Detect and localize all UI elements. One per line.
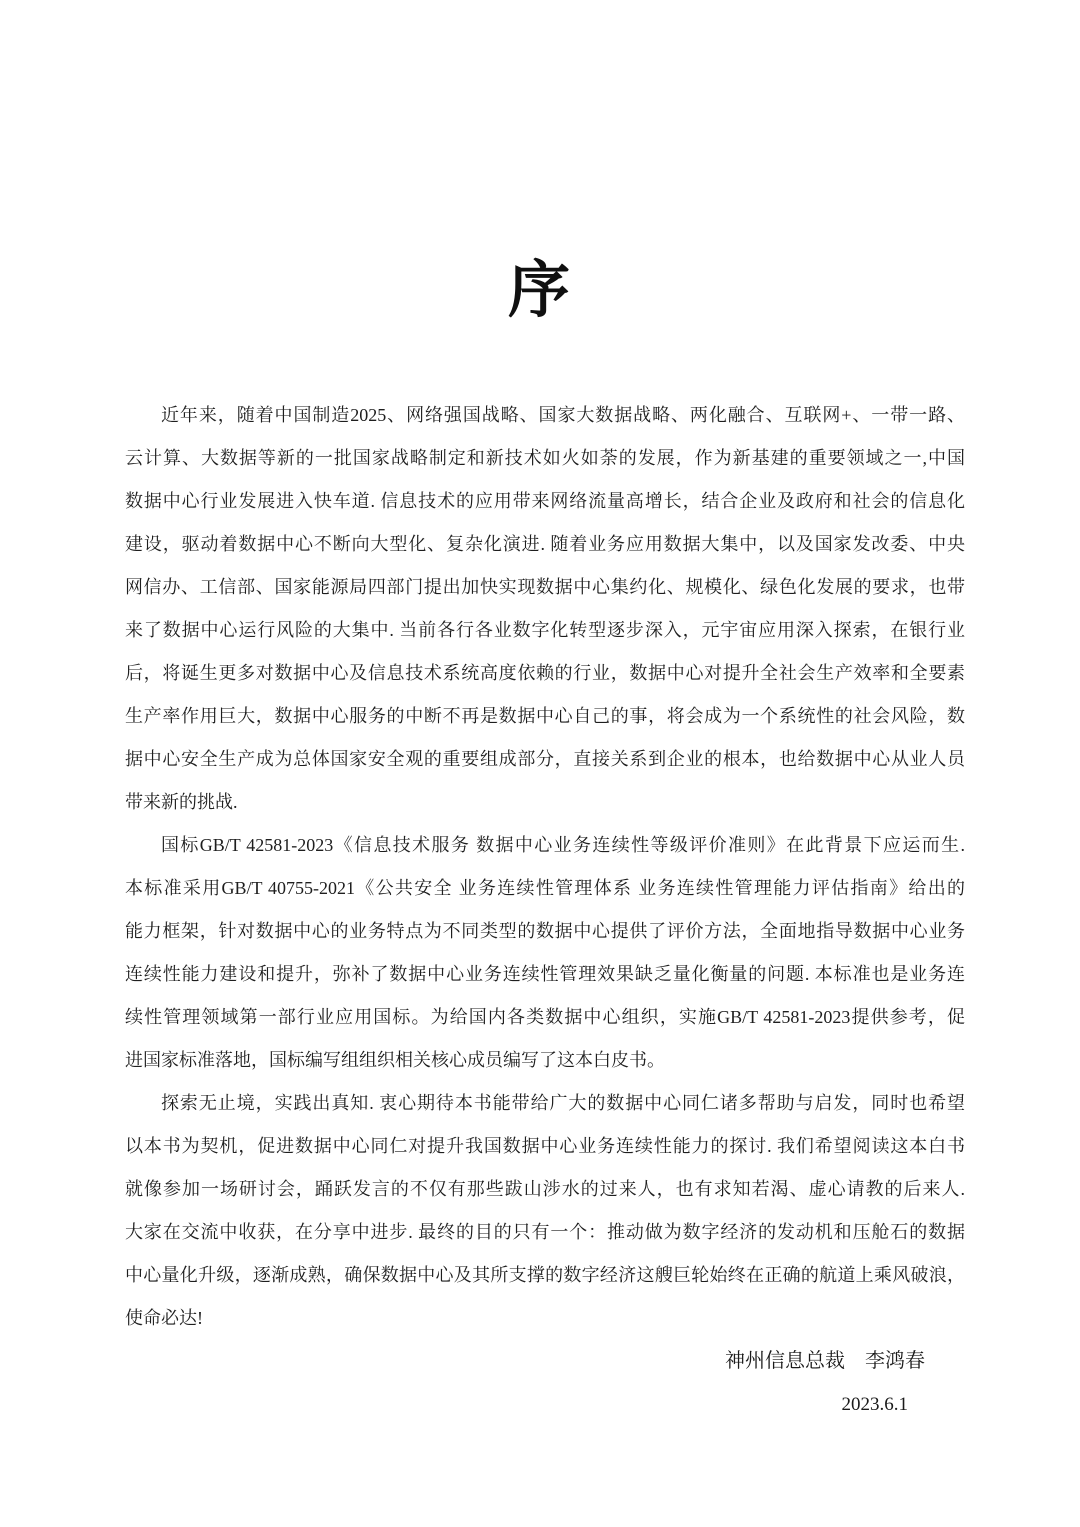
body-line: 带来新的挑战. [125,792,238,812]
signature: 神州信息总裁 李鸿春 [725,1350,925,1372]
body-line: 来了数据中心运行风险的大集中. 当前各行各业数字化转型逐步深入，元宇宙应用深入探索，在银行业 [125,620,965,640]
body-line: 续性管理领域第一部行业应用国标。为给国内各类数据中心组织，实施GB/T 42581-2023提供参考，促 [125,1007,965,1027]
document-body [125,394,965,1426]
body-line: 进国家标准落地，国标编写组组织相关核心成员编写了这本白皮书。 [125,1050,665,1070]
body-line: 国标GB/T 42581-2023《信息技术服务 数据中心业务连续性等级评价准则》在此背景下应运而生. [161,835,965,855]
body-line: 后，将诞生更多对数据中心及信息技术系统高度依赖的行业，数据中心对提升全社会生产效率和全要素 [125,663,965,683]
body-line: 探索无止境，实践出真知. 衷心期待本书能带给广大的数据中心同仁诸多帮助与启发，同时也希望 [161,1093,965,1113]
body-line: 生产率作用巨大，数据中心服务的中断不再是数据中心自己的事，将会成为一个系统性的社会风险，数 [125,706,965,726]
body-line: 本标准采用GB/T 40755-2021《公共安全 业务连续性管理体系 业务连续性管理能力评估指南》给出的 [125,878,965,898]
body-line: 大家在交流中收获，在分享中进步. 最终的目的只有一个：推动做为数字经济的发动机和压舱石的数据 [125,1222,965,1242]
body-line: 云计算、大数据等新的一批国家战略制定和新技术如火如荼的发展，作为新基建的重要领域之一,中国 [125,448,965,468]
body-line: 就像参加一场研讨会，踊跃发言的不仅有那些跋山涉水的过来人，也有求知若渴、虚心请教的后来人. [125,1179,965,1199]
body-line: 近年来，随着中国制造2025、网络强国战略、国家大数据战略、两化融合、互联网+、一带一路、 [161,405,965,425]
page-title: 序 [507,257,572,325]
body-line: 据中心安全生产成为总体国家安全观的重要组成部分，直接关系到企业的根本，也给数据中心从业人员 [125,749,965,769]
body-line: 连续性能力建设和提升，弥补了数据中心业务连续性管理效果缺乏量化衡量的问题. 本标准也是业务连 [125,964,965,984]
date: 2023.6.1 [841,1394,908,1415]
body-line: 数据中心行业发展进入快车道. 信息技术的应用带来网络流量高增长，结合企业及政府和社会的信息化 [125,491,965,511]
body-line: 网信办、工信部、国家能源局四部门提出加快实现数据中心集约化、规模化、绿色化发展的要求，也带 [125,577,965,597]
body-line: 以本书为契机，促进数据中心同仁对提升我国数据中心业务连续性能力的探讨. 我们希望阅读这本白书 [125,1136,965,1156]
body-line: 能力框架，针对数据中心的业务特点为不同类型的数据中心提供了评价方法，全面地指导数据中心业务 [125,921,965,941]
body-line: 使命必达! [125,1308,203,1328]
body-line: 建设，驱动着数据中心不断向大型化、复杂化演进. 随着业务应用数据大集中，以及国家发改委、中央 [125,534,965,554]
body-line: 中心量化升级，逐渐成熟，确保数据中心及其所支撑的数字经济这艘巨轮始终在正确的航道上乘风破浪， [125,1265,965,1285]
